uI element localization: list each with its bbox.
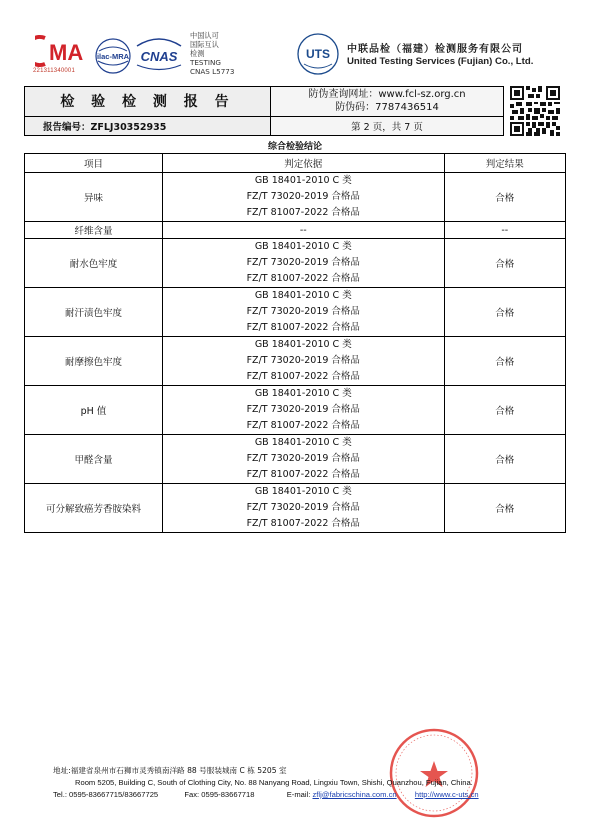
cnas-logo <box>133 34 185 72</box>
footer-email-label: E-mail: <box>286 790 311 799</box>
cert-line: 中国认可 <box>190 31 219 40</box>
basis-line: FZ/T 73020-2019 合格品 <box>246 306 360 317</box>
footer-fax: Fax: 0595-83667718 <box>184 790 255 799</box>
result-cell: 合格 <box>444 239 565 288</box>
section-title: 综合检验结论 <box>267 142 322 152</box>
basis-line: GB 18401-2010 C 类 <box>254 437 352 448</box>
report-header-table <box>24 86 504 136</box>
cert-line: 国际互认 <box>190 40 219 49</box>
basis-line: FZ/T 81007-2022 合格品 <box>246 420 360 431</box>
basis-line: FZ/T 81007-2022 合格品 <box>246 322 360 333</box>
result-cell: 合格 <box>444 173 565 222</box>
ilac-label: ilac-MRA <box>96 52 130 61</box>
basis-line: GB 18401-2010 C 类 <box>254 175 352 186</box>
table-row <box>25 435 566 484</box>
uts-label: UTS <box>306 47 330 61</box>
basis-line: FZ/T 81007-2022 合格品 <box>246 371 360 382</box>
result-cell: 合格 <box>444 435 565 484</box>
basis-cell <box>163 386 445 435</box>
table-row <box>25 484 566 533</box>
basis-line: GB 18401-2010 C 类 <box>254 241 352 252</box>
result-cell: -- <box>444 222 565 239</box>
cert-line: 检测 <box>190 49 205 58</box>
column-header-basis: 判定依据 <box>163 154 445 173</box>
qr-code-icon <box>510 86 560 136</box>
item-cell: 耐汗渍色牢度 <box>25 288 163 337</box>
basis-line: FZ/T 81007-2022 合格品 <box>246 518 360 529</box>
item-cell: 耐水色牢度 <box>25 239 163 288</box>
cert-line: TESTING <box>190 58 221 67</box>
table-row <box>25 239 566 288</box>
basis-line: FZ/T 81007-2022 合格品 <box>246 469 360 480</box>
report-number: 报告编号：ZFLJ30352935 <box>25 116 271 135</box>
basis-cell <box>163 288 445 337</box>
verify-info <box>271 87 504 117</box>
cert-line: CNAS L5773 <box>190 67 235 76</box>
basis-line: FZ/T 73020-2019 合格品 <box>246 355 360 366</box>
basis-line: GB 18401-2010 C 类 <box>254 486 352 497</box>
uts-logo <box>296 32 340 76</box>
table-row <box>25 222 566 239</box>
result-cell: 合格 <box>444 484 565 533</box>
result-cell: 合格 <box>444 386 565 435</box>
ma-label: MA <box>49 40 84 65</box>
basis-line: GB 18401-2010 C 类 <box>254 290 352 301</box>
basis-cell: -- <box>163 222 445 239</box>
basis-cell <box>163 435 445 484</box>
basis-line: FZ/T 73020-2019 合格品 <box>246 453 360 464</box>
footer-address-cn: 地址:福建省泉州市石狮市灵秀镇南洋路 88 号服装城南 C 栋 5205 室 <box>53 766 287 775</box>
basis-line: FZ/T 81007-2022 合格品 <box>246 207 360 218</box>
company-name-cn: 中联品检（福建）检测服务有限公司 <box>347 44 523 55</box>
result-cell: 合格 <box>444 288 565 337</box>
basis-line: GB 18401-2010 C 类 <box>254 339 352 350</box>
table-row <box>25 337 566 386</box>
item-cell: 甲醛含量 <box>25 435 163 484</box>
basis-cell <box>163 484 445 533</box>
company-name-en: United Testing Services (Fujian) Co., Ltd. <box>347 56 534 67</box>
ma-number: 221311340001 <box>33 68 75 74</box>
basis-line: FZ/T 73020-2019 合格品 <box>246 191 360 202</box>
footer-address-en: Room 5205, Building C, South of Clothing City, No. 88 Nanyang Road, Lingxiu Town, Shishi, Quanzhou, Fujian, China. <box>75 778 473 787</box>
ilac-mra-logo <box>93 37 133 75</box>
footer-website-link[interactable]: http://www.c-uts.cn <box>414 790 479 799</box>
verify-site: 防伪查询网址：www.fcl-sz.org.cn <box>308 89 466 101</box>
basis-cell <box>163 173 445 222</box>
verify-code: 防伪码：7787436514 <box>335 102 439 114</box>
basis-line: FZ/T 81007-2022 合格品 <box>246 273 360 284</box>
page-info: 第 2 页，共 7 页 <box>271 116 504 135</box>
footer-tel: Tel.: 0595-83667715/83667725 <box>53 790 159 799</box>
table-row <box>25 173 566 222</box>
basis-line: GB 18401-2010 C 类 <box>254 388 352 399</box>
result-cell: 合格 <box>444 337 565 386</box>
basis-line: FZ/T 73020-2019 合格品 <box>246 404 360 415</box>
item-cell: 耐摩擦色牢度 <box>25 337 163 386</box>
basis-cell <box>163 239 445 288</box>
report-title: 检 验 检 测 报 告 <box>25 87 271 117</box>
cnas-label: CNAS <box>140 49 178 64</box>
table-header-row <box>25 154 566 173</box>
item-cell: 可分解致癌芳香胺染料 <box>25 484 163 533</box>
conclusion-table <box>24 153 566 533</box>
basis-cell <box>163 337 445 386</box>
cert-text <box>190 31 234 76</box>
item-cell: 异味 <box>25 173 163 222</box>
item-cell: 纤维含量 <box>25 222 163 239</box>
footer <box>53 765 479 801</box>
table-row <box>25 386 566 435</box>
basis-line: FZ/T 73020-2019 合格品 <box>246 502 360 513</box>
column-header-item: 项目 <box>25 154 163 173</box>
column-header-result: 判定结果 <box>444 154 565 173</box>
table-row <box>25 288 566 337</box>
cma-logo <box>35 34 90 68</box>
footer-contact-line <box>53 789 479 801</box>
basis-line: FZ/T 73020-2019 合格品 <box>246 257 360 268</box>
item-cell: pH 值 <box>25 386 163 435</box>
footer-email-link[interactable]: zflj@fabricschina.com.cn <box>312 790 397 799</box>
